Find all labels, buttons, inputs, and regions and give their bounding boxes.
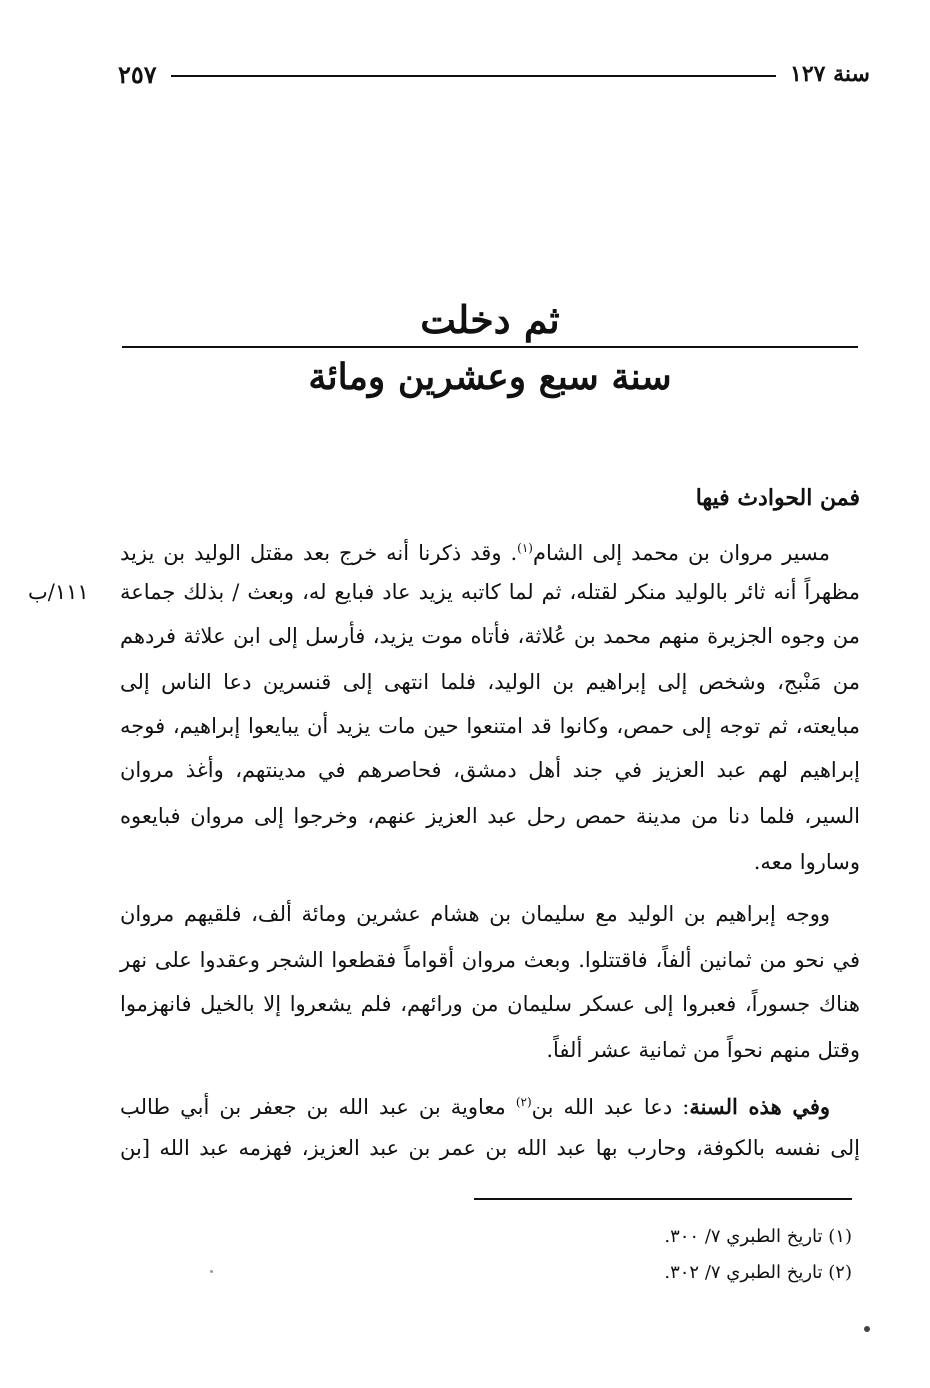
- footnote-2: (٢) تاريخ الطبري ٧/ ٣٠٢.: [664, 1262, 852, 1283]
- paragraph3-line1: [120, 1082, 860, 1122]
- paragraph3-lead: وفي هذه السنة: [689, 1094, 831, 1119]
- footnote-rule: [474, 1198, 852, 1200]
- paragraph2-line4: وقتل منهم نحواً من ثمانية عشر ألفاً.: [546, 1038, 860, 1062]
- paragraph1-line6: إبراهيم لهم عبد العزيز في جند أهل دمشق، فحاصرهم في مدينتهم، وأغذ مروان: [120, 758, 860, 782]
- paragraph1-line4: من مَنْبج، وشخص إلى إبراهيم بن الوليد، فلما انتهى إلى قنسرين دعا الناس إلى: [120, 670, 860, 694]
- paragraph1-line2: مظهراً أنه ثائر بالوليد منكر لقتله، ثم لما كاتبه يزيد عاد فبايع له، وبعث / بذلك جماعة: [120, 580, 860, 604]
- paragraph1-line5: مبايعته، ثم توجه إلى حمص، وكانوا قد امتنعوا حين مات يزيد أن يبايعوا إبراهيم، فوجه: [120, 714, 860, 738]
- chapter-title-line2: سنة سبع وعشرين ومائة: [308, 356, 672, 398]
- text-run: مسير مروان بن محمد إلى الشام: [532, 541, 830, 565]
- header-rule: [171, 75, 776, 77]
- paragraph3-line2: إلى نفسه بالكوفة، وحارب بها عبد الله بن عمر بن عبد العزيز، فهزمه عبد الله [بن: [120, 1136, 860, 1160]
- paragraph1-line8: وساروا معه.: [753, 850, 860, 874]
- header-year-label: سنة ١٢٧: [790, 61, 870, 87]
- paragraph1-line7: السير، فلما دنا من مدينة حمص رحل عبد العزيز عنهم، وخرجوا إلى مروان فبايعوه: [120, 804, 860, 828]
- footnote-ref-1: (١): [517, 541, 533, 555]
- title-rule: [122, 346, 858, 348]
- footnote-1: (١) تاريخ الطبري ٧/ ٣٠٠.: [664, 1226, 852, 1247]
- footnote-ref-2: (٢): [515, 1095, 532, 1109]
- scan-speck: [210, 1270, 213, 1273]
- page-number: ٢٥٧: [118, 59, 157, 89]
- text-run: . وقد ذكرنا أنه خرج بعد مقتل الوليد بن يزيد: [120, 541, 518, 565]
- text-run: معاوية بن عبد الله بن جعفر بن أبي طالب: [120, 1095, 516, 1119]
- paragraph2-line2: في نحو من ثمانين ألفاً، فاقتتلوا. وبعث مروان أقواماً فقطعوا الشجر وعقدوا على نهر: [120, 948, 860, 972]
- chapter-title-line1: ثم دخلت: [420, 297, 560, 342]
- paragraph2-line1: ووجه إبراهيم بن الوليد مع سليمان بن هشام عشرين ومائة ألف، فلقيهم مروان: [120, 902, 830, 926]
- scan-speck: [864, 1326, 870, 1332]
- paragraph1-line3: من وجوه الجزيرة منهم محمد بن عُلاثة، فأتاه موت يزيد، فأرسل إلى ابن علاثة فردهم: [120, 624, 860, 648]
- paragraph2-line3: هناك جسوراً، فعبروا إلى عسكر سليمان من ورائهم، فلم يشعروا إلا بالخيل فانهزموا: [120, 992, 860, 1016]
- manuscript-folio-mark: ١١١/ب: [28, 580, 89, 604]
- text-run: : دعا عبد الله بن: [531, 1095, 690, 1119]
- paragraph1-line1: [120, 528, 860, 568]
- section-heading: فمن الحوادث فيها: [695, 485, 860, 511]
- running-header: [118, 56, 870, 92]
